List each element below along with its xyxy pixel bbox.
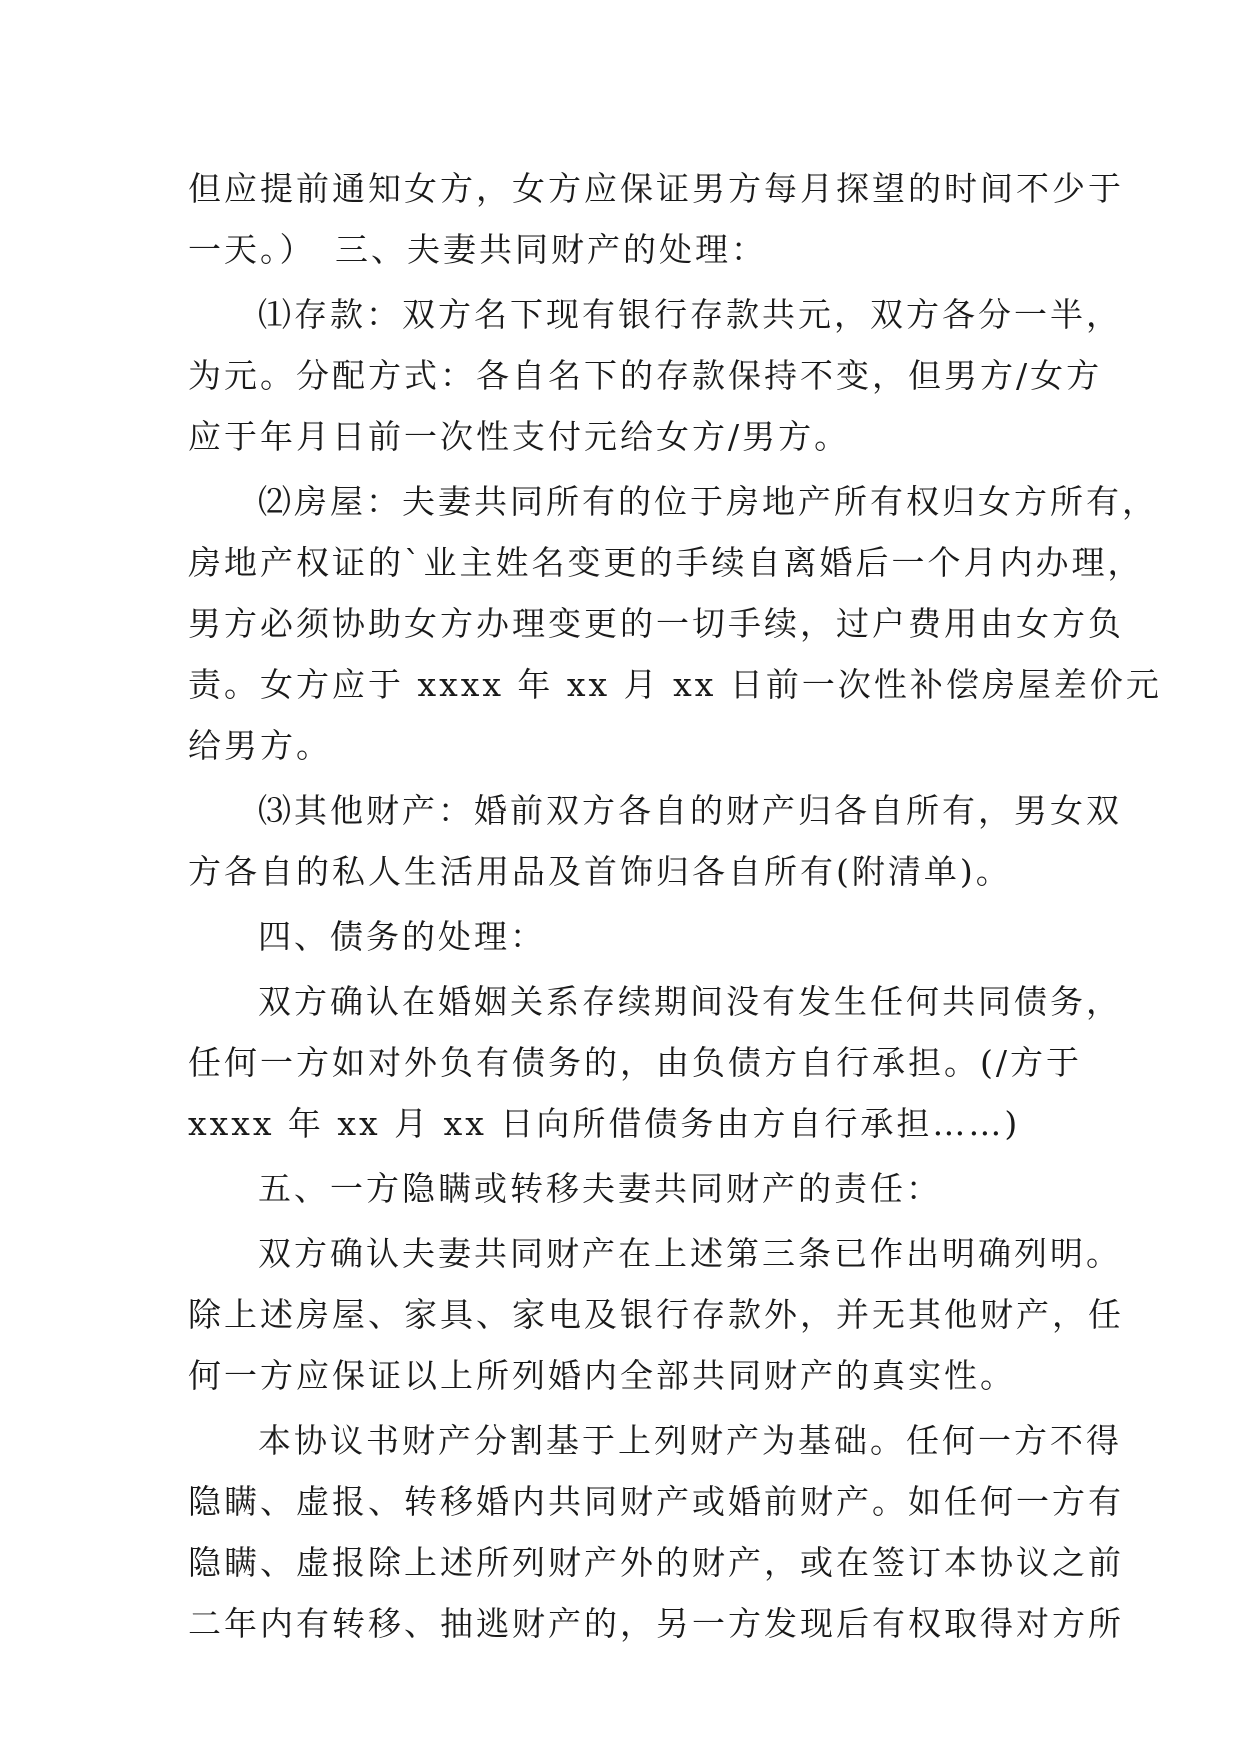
text-line: 二年内有转移、抽逃财产的，另一方发现后有权取得对方所 xyxy=(188,1604,1124,1643)
text-line: 男方必须协助女方办理变更的一切手续，过户费用由女方负 xyxy=(188,604,1124,643)
text-line: 任何一方如对外负有债务的，由负债方自行承担。(/方于 xyxy=(188,1043,1082,1082)
text-line: 隐瞒、虚报除上述所列财产外的财产，或在签订本协议之前 xyxy=(188,1543,1124,1582)
text-line: 隐瞒、虚报、转移婚内共同财产或婚前财产。如任何一方有 xyxy=(188,1482,1124,1521)
document-body xyxy=(188,158,1162,1654)
section-heading-concealment: 五、一方隐瞒或转移夫妻共同财产的责任： xyxy=(258,1169,942,1208)
text-line: 一天。） 三、夫妻共同财产的处理： xyxy=(188,230,767,269)
text-line: xxxx 年 xx 月 xx 日向所借债务由方自行承担……) xyxy=(188,1104,1021,1143)
paragraph-deposit: ⑴存款：双方名下现有银行存款共元，双方各分一半， xyxy=(258,295,1122,334)
text-line: 给男方。 xyxy=(188,726,332,765)
text-line: 应于年月日前一次性支付元给女方/男方。 xyxy=(188,417,851,456)
paragraph-debts: 双方确认在婚姻关系存续期间没有发生任何共同债务， xyxy=(258,982,1122,1021)
text-line: 何一方应保证以上所列婚内全部共同财产的真实性。 xyxy=(188,1356,1016,1395)
text-line: 但应提前通知女方，女方应保证男方每月探望的时间不少于 xyxy=(188,169,1124,208)
paragraph-house: ⑵房屋：夫妻共同所有的位于房地产所有权归女方所有， xyxy=(258,482,1158,521)
text-line: 方各自的私人生活用品及首饰归各自所有(附清单)。 xyxy=(188,852,1012,891)
section-heading-debts: 四、债务的处理： xyxy=(258,917,546,956)
text-line: 为元。分配方式：各自名下的存款保持不变，但男方/女方 xyxy=(188,356,1103,395)
text-line: 除上述房屋、家具、家电及银行存款外，并无其他财产，任 xyxy=(188,1295,1124,1334)
text-line: 房地产权证的`业主姓名变更的手续自离婚后一个月内办理， xyxy=(188,543,1144,582)
paragraph-other-property: ⑶其他财产：婚前双方各自的财产归各自所有，男女双 xyxy=(258,791,1122,830)
paragraph-division-basis: 本协议书财产分割基于上列财产为基础。任何一方不得 xyxy=(258,1421,1122,1460)
text-line: 责。女方应于 xxxx 年 xx 月 xx 日前一次性补偿房屋差价元 xyxy=(188,665,1162,704)
paragraph-confirmation: 双方确认夫妻共同财产在上述第三条已作出明确列明。 xyxy=(258,1234,1122,1273)
